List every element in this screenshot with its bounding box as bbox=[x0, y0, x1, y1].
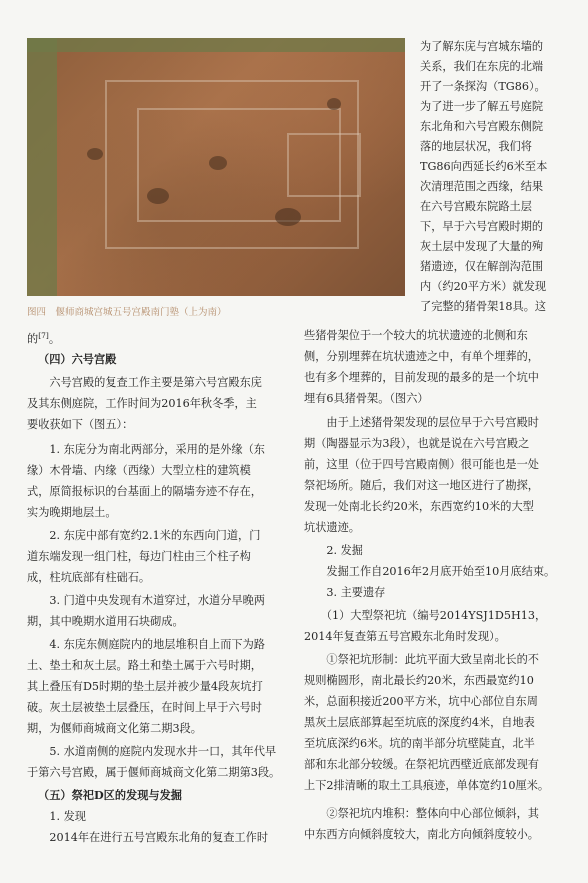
right-top-line: 猪遗迹，仅在解剖沟范围 bbox=[420, 260, 544, 273]
paragraph-line: ①祭祀坑形制：此坑平面大致呈南北长的不 bbox=[304, 653, 539, 666]
paragraph-line: 六号宫殿的复查工作主要是第六号宫殿东庑 bbox=[27, 376, 262, 389]
list-item-line: 期，为偃师商城商文化第二期3段。 bbox=[27, 722, 202, 735]
list-item-line: 其上叠压有D5时期的垫土层并被少量4段灰坑打 bbox=[27, 680, 263, 693]
section-heading-6: （四）六号宫殿 bbox=[38, 352, 117, 366]
right-top-line: 次清理范围之西缘，结果 bbox=[420, 180, 544, 193]
paragraph-line: 祭祀场所。随后，我们对这一地区进行了勘探， bbox=[304, 479, 539, 492]
reference-mark: [7] bbox=[38, 331, 49, 340]
list-item-line: 期，其中晚期水道用石块砌成。 bbox=[27, 615, 184, 628]
paragraph-line: 坑状遗迹。 bbox=[304, 521, 360, 534]
list-item-line: 于第六号宫殿，属于偃师商城商文化第二期第3段。 bbox=[27, 766, 281, 779]
list-item-line: 实为晚期地层土。 bbox=[27, 506, 117, 519]
right-top-line: 内（约20平方米）就发现 bbox=[420, 280, 547, 293]
paragraph-line: 2014年在进行五号宫殿东北角的复查工作时 bbox=[27, 831, 269, 844]
right-top-line: 下，早于六号宫殿时期的 bbox=[420, 220, 544, 233]
paragraph-line: 黑灰土层底部算起至坑底的深度约4米，自地表 bbox=[304, 716, 535, 729]
list-item-line: 3. 门道中央发现有木道穿过，水道分早晚两 bbox=[27, 594, 265, 607]
right-top-line: 灰土层中发现了大量的殉 bbox=[420, 240, 544, 253]
paragraph-line: 中东西方向倾斜度较大，南北方向倾斜度较小。 bbox=[304, 828, 539, 841]
list-item-line: 成，柱坑底部有柱础石。 bbox=[27, 571, 151, 584]
list-item-line: 土、垫土和灰土层。路土和垫土属于六号时期， bbox=[27, 659, 262, 672]
list-item-line: 破。灰土层被垫土层叠压，在时间上早于六号时 bbox=[27, 701, 262, 714]
paragraph-line: 期（陶器显示为3段），也就是说在六号宫殿之 bbox=[304, 437, 530, 450]
paragraph-line: 埋有6具猪骨架。（图六） bbox=[304, 392, 429, 405]
paragraph-line: 上下2排清晰的取土工具痕迹，单体宽约10厘米。 bbox=[304, 779, 550, 792]
right-top-line: 在六号宫殿东院路土层 bbox=[420, 200, 532, 213]
paragraph-line: 至坑底深约6米。坑的南半部分坑壁陡直，北半 bbox=[304, 737, 535, 750]
paragraph-line: 部和东北部分较缓。在祭祀坑西壁近底部发现有 bbox=[304, 758, 539, 771]
paragraph-line: 及其东侧庭院，工作时间为2016年秋冬季，主 bbox=[27, 397, 257, 410]
paragraph-line: 要收获如下（图五）： bbox=[27, 418, 134, 431]
list-item-line: 5. 水道南侧的庭院内发现水井一口，其年代早 bbox=[27, 745, 277, 758]
right-top-line: 东北角和六号宫殿东侧院 bbox=[420, 120, 544, 133]
figure-caption: 图四 偃师商城宫城五号宫殿南门塾（上为南） bbox=[27, 307, 227, 318]
reference-line: 的[7]。 bbox=[27, 331, 61, 346]
paragraph-line: 米，总面积接近200平方米，坑中心部位自东周 bbox=[304, 695, 538, 708]
right-top-line: 了完整的猪骨架18具。这 bbox=[420, 300, 547, 313]
right-top-line: 关系，我们在东庑的北端 bbox=[420, 60, 544, 73]
list-item-line: 缘）木骨墙、内缘（西缘）大型立柱的建筑模 bbox=[27, 464, 251, 477]
paragraph-line: 由于上述猪骨架发现的层位早于六号宫殿时 bbox=[304, 416, 539, 429]
subheading: 2. 发掘 bbox=[304, 544, 363, 557]
right-top-line: TG86向西延长约6米至本 bbox=[420, 160, 548, 173]
list-item-line: 式，原简报标识的台基面上的隔墙夯迹不存在， bbox=[27, 485, 262, 498]
right-top-line: 为了进一步了解五号庭院 bbox=[420, 100, 544, 113]
paragraph-line: 发现一处南北长约20米，东西宽约10米的大型 bbox=[304, 500, 534, 513]
paragraph-line: （1）大型祭祀坑（编号2014YSJ1D5H13， bbox=[304, 609, 547, 622]
subheading: 1. 发现 bbox=[27, 810, 86, 823]
right-top-line: 落的地层状况，我们将 bbox=[420, 140, 532, 153]
subheading: 3. 主要遗存 bbox=[304, 586, 386, 599]
list-item-line: 道东端发现一组门柱，每边门柱由三个柱子构 bbox=[27, 550, 251, 563]
right-top-line: 为了解东庑与宫城东墙的 bbox=[420, 40, 544, 53]
excavation-aerial-photo bbox=[27, 38, 405, 296]
section-heading-5: （五）祭祀D区的发现与发掘 bbox=[38, 788, 182, 802]
paragraph-line: 2014年复查第五号宫殿东北角时发现）。 bbox=[304, 630, 506, 643]
paragraph-line: 发掘工作自2016年2月底开始至10月底结束。 bbox=[304, 565, 556, 578]
paragraph-line: 侧，分别埋葬在坑状遗迹之中，有单个埋葬的， bbox=[304, 350, 539, 363]
right-top-line: 开了一条探沟（TG86）。 bbox=[420, 80, 546, 93]
paragraph-line: ②祭祀坑内堆积：整体向中心部位倾斜，其 bbox=[304, 807, 539, 820]
paragraph-line: 规则椭圆形，南北最长约20米，东西最宽约10 bbox=[304, 674, 534, 687]
list-item-line: 2. 东庑中部有宽约2.1米的东西向门道，门 bbox=[27, 529, 261, 542]
list-item-line: 1. 东庑分为南北两部分，采用的是外缘（东 bbox=[27, 443, 265, 456]
paragraph-line: 也有多个埋葬的，目前发现的最多的是一个坑中 bbox=[304, 371, 539, 384]
paragraph-line: 些猪骨架位于一个较大的坑状遗迹的北侧和东 bbox=[304, 329, 528, 342]
list-item-line: 4. 东庑东侧庭院内的地层堆积自上而下为路 bbox=[27, 638, 265, 651]
paragraph-line: 前，这里（位于四号宫殿南侧）很可能也是一处 bbox=[304, 458, 539, 471]
